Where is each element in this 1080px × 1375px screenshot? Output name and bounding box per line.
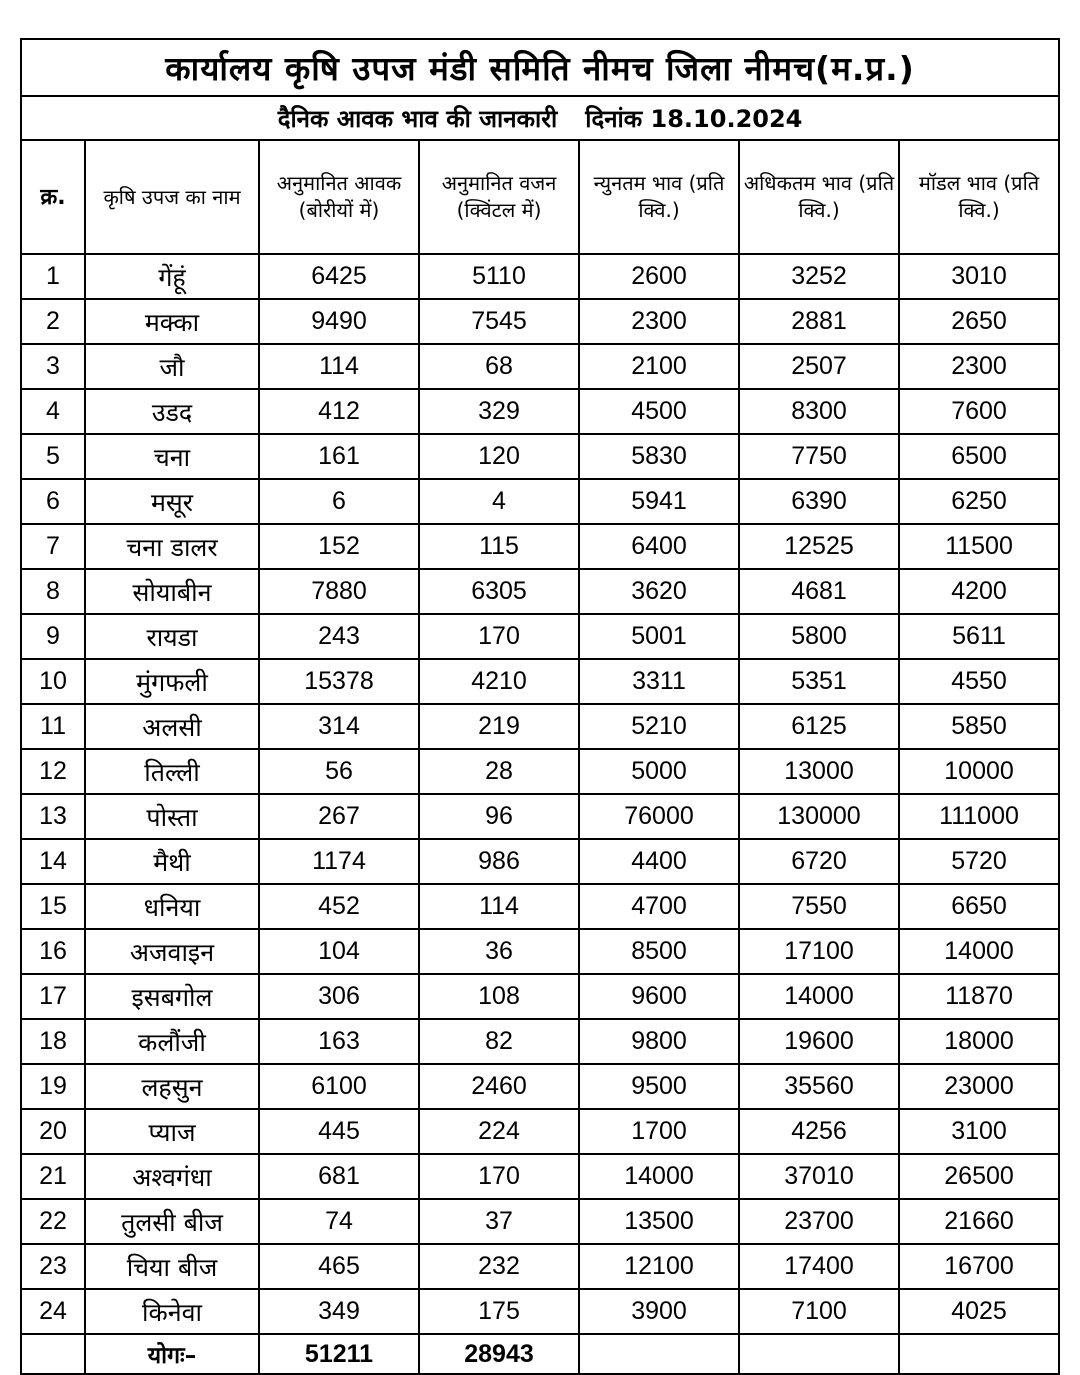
cell-sr: 16 (21, 929, 85, 974)
cell-weight: 120 (419, 434, 579, 479)
cell-weight: 986 (419, 839, 579, 884)
header-crop-name: कृषि उपज का नाम (85, 140, 259, 254)
cell-weight: 68 (419, 344, 579, 389)
cell-sr: 4 (21, 389, 85, 434)
cell-weight: 6305 (419, 569, 579, 614)
cell-modal-price: 16700 (899, 1244, 1059, 1289)
cell-crop-name: तिल्ली (85, 749, 259, 794)
cell-max-price: 7750 (739, 434, 899, 479)
table-row (21, 659, 1059, 704)
cell-min-price: 9600 (579, 974, 739, 1019)
table-row (21, 1199, 1059, 1244)
cell-max-price: 14000 (739, 974, 899, 1019)
office-title: कार्यालय कृषि उपज मंडी समिति नीमच जिला नीमच(म.प्र.) (21, 39, 1059, 96)
total-arrival: 51211 (259, 1334, 419, 1374)
mandi-rate-sheet (20, 38, 1060, 1375)
cell-arrival: 445 (259, 1109, 419, 1154)
table-row (21, 974, 1059, 1019)
table-row (21, 839, 1059, 884)
cell-max-price: 37010 (739, 1154, 899, 1199)
cell-crop-name: चना डालर (85, 524, 259, 569)
table-row (21, 884, 1059, 929)
cell-min-price: 3311 (579, 659, 739, 704)
cell-weight: 219 (419, 704, 579, 749)
cell-weight: 175 (419, 1289, 579, 1334)
table-row (21, 1244, 1059, 1289)
cell-crop-name: चिया बीज (85, 1244, 259, 1289)
cell-sr: 24 (21, 1289, 85, 1334)
cell-sr: 14 (21, 839, 85, 884)
cell-max-price: 4681 (739, 569, 899, 614)
cell-sr: 6 (21, 479, 85, 524)
cell-crop-name: अश्वगंधा (85, 1154, 259, 1199)
cell-crop-name: अजवाइन (85, 929, 259, 974)
table-row (21, 1064, 1059, 1109)
cell-modal-price: 14000 (899, 929, 1059, 974)
cell-arrival: 314 (259, 704, 419, 749)
cell-modal-price: 18000 (899, 1019, 1059, 1064)
table-row (21, 749, 1059, 794)
cell-crop-name: अलसी (85, 704, 259, 749)
cell-arrival: 9490 (259, 299, 419, 344)
cell-weight: 96 (419, 794, 579, 839)
total-empty-cell (21, 1334, 85, 1374)
report-subtitle (21, 96, 1059, 140)
cell-min-price: 5830 (579, 434, 739, 479)
cell-modal-price: 5850 (899, 704, 1059, 749)
cell-arrival: 56 (259, 749, 419, 794)
cell-min-price: 12100 (579, 1244, 739, 1289)
cell-min-price: 4700 (579, 884, 739, 929)
cell-weight: 108 (419, 974, 579, 1019)
cell-arrival: 349 (259, 1289, 419, 1334)
cell-arrival: 6100 (259, 1064, 419, 1109)
cell-arrival: 6425 (259, 254, 419, 299)
cell-sr: 19 (21, 1064, 85, 1109)
cell-max-price: 13000 (739, 749, 899, 794)
cell-max-price: 6390 (739, 479, 899, 524)
cell-max-price: 7100 (739, 1289, 899, 1334)
cell-min-price: 13500 (579, 1199, 739, 1244)
cell-max-price: 17100 (739, 929, 899, 974)
cell-modal-price: 21660 (899, 1199, 1059, 1244)
table-row (21, 704, 1059, 749)
header-modal-price: मॉडल भाव (प्रति क्वि.) (899, 140, 1059, 254)
total-row (21, 1334, 1059, 1374)
cell-sr: 8 (21, 569, 85, 614)
cell-modal-price: 6250 (899, 479, 1059, 524)
header-min-price: न्युनतम भाव (प्रति क्वि.) (579, 140, 739, 254)
cell-crop-name: जौ (85, 344, 259, 389)
cell-min-price: 14000 (579, 1154, 739, 1199)
cell-max-price: 35560 (739, 1064, 899, 1109)
cell-arrival: 152 (259, 524, 419, 569)
cell-weight: 4210 (419, 659, 579, 704)
rate-table (20, 38, 1060, 1375)
cell-sr: 2 (21, 299, 85, 344)
cell-max-price: 19600 (739, 1019, 899, 1064)
cell-arrival: 104 (259, 929, 419, 974)
cell-weight: 170 (419, 614, 579, 659)
cell-max-price: 8300 (739, 389, 899, 434)
total-weight: 28943 (419, 1334, 579, 1374)
cell-crop-name: गेंहूं (85, 254, 259, 299)
table-row (21, 344, 1059, 389)
cell-max-price: 12525 (739, 524, 899, 569)
cell-sr: 9 (21, 614, 85, 659)
cell-arrival: 163 (259, 1019, 419, 1064)
cell-max-price: 23700 (739, 1199, 899, 1244)
cell-max-price: 5800 (739, 614, 899, 659)
cell-modal-price: 3100 (899, 1109, 1059, 1154)
cell-max-price: 7550 (739, 884, 899, 929)
cell-crop-name: तुलसी बीज (85, 1199, 259, 1244)
cell-max-price: 5351 (739, 659, 899, 704)
total-empty-cell (579, 1334, 739, 1374)
cell-weight: 28 (419, 749, 579, 794)
cell-crop-name: चना (85, 434, 259, 479)
cell-modal-price: 2300 (899, 344, 1059, 389)
header-sr: क्र. (21, 140, 85, 254)
cell-arrival: 465 (259, 1244, 419, 1289)
cell-arrival: 243 (259, 614, 419, 659)
table-row (21, 1109, 1059, 1154)
cell-min-price: 9500 (579, 1064, 739, 1109)
cell-sr: 21 (21, 1154, 85, 1199)
cell-modal-price: 23000 (899, 1064, 1059, 1109)
cell-weight: 114 (419, 884, 579, 929)
cell-max-price: 3252 (739, 254, 899, 299)
table-row (21, 299, 1059, 344)
cell-min-price: 2100 (579, 344, 739, 389)
cell-sr: 23 (21, 1244, 85, 1289)
cell-sr: 18 (21, 1019, 85, 1064)
table-row (21, 524, 1059, 569)
cell-min-price: 5941 (579, 479, 739, 524)
cell-modal-price: 26500 (899, 1154, 1059, 1199)
cell-modal-price: 6650 (899, 884, 1059, 929)
cell-max-price: 17400 (739, 1244, 899, 1289)
cell-sr: 22 (21, 1199, 85, 1244)
cell-crop-name: पोस्ता (85, 794, 259, 839)
cell-min-price: 3620 (579, 569, 739, 614)
total-label: योगः– (85, 1334, 259, 1374)
cell-weight: 4 (419, 479, 579, 524)
cell-modal-price: 4200 (899, 569, 1059, 614)
cell-max-price: 2881 (739, 299, 899, 344)
header-max-price: अधिकतम भाव (प्रति क्वि.) (739, 140, 899, 254)
cell-modal-price: 5611 (899, 614, 1059, 659)
cell-arrival: 306 (259, 974, 419, 1019)
cell-modal-price: 4550 (899, 659, 1059, 704)
table-row (21, 389, 1059, 434)
cell-max-price: 4256 (739, 1109, 899, 1154)
cell-weight: 224 (419, 1109, 579, 1154)
cell-arrival: 412 (259, 389, 419, 434)
cell-sr: 15 (21, 884, 85, 929)
cell-weight: 7545 (419, 299, 579, 344)
table-row (21, 1019, 1059, 1064)
subtitle-text: दैनिक आवक भाव की जानकारी (277, 104, 558, 133)
cell-max-price: 6720 (739, 839, 899, 884)
cell-sr: 11 (21, 704, 85, 749)
cell-max-price: 2507 (739, 344, 899, 389)
cell-modal-price: 11500 (899, 524, 1059, 569)
cell-modal-price: 6500 (899, 434, 1059, 479)
cell-weight: 329 (419, 389, 579, 434)
cell-weight: 2460 (419, 1064, 579, 1109)
cell-crop-name: कलौंजी (85, 1019, 259, 1064)
cell-weight: 82 (419, 1019, 579, 1064)
cell-modal-price: 3010 (899, 254, 1059, 299)
cell-sr: 13 (21, 794, 85, 839)
cell-max-price: 130000 (739, 794, 899, 839)
cell-crop-name: मक्का (85, 299, 259, 344)
cell-crop-name: मैथी (85, 839, 259, 884)
cell-crop-name: इसबगोल (85, 974, 259, 1019)
cell-crop-name: मसूर (85, 479, 259, 524)
cell-crop-name: सोयाबीन (85, 569, 259, 614)
cell-modal-price: 10000 (899, 749, 1059, 794)
cell-crop-name: किनेवा (85, 1289, 259, 1334)
cell-arrival: 74 (259, 1199, 419, 1244)
cell-modal-price: 2650 (899, 299, 1059, 344)
cell-modal-price: 7600 (899, 389, 1059, 434)
cell-weight: 5110 (419, 254, 579, 299)
cell-sr: 1 (21, 254, 85, 299)
header-arrival: अनुमानित आवक (बोरीयों में) (259, 140, 419, 254)
total-empty-cell (899, 1334, 1059, 1374)
cell-min-price: 5210 (579, 704, 739, 749)
cell-crop-name: उडद (85, 389, 259, 434)
table-row (21, 614, 1059, 659)
cell-arrival: 7880 (259, 569, 419, 614)
cell-min-price: 2300 (579, 299, 739, 344)
cell-min-price: 1700 (579, 1109, 739, 1154)
cell-arrival: 15378 (259, 659, 419, 704)
header-weight: अनुमानित वजन (क्विंटल में) (419, 140, 579, 254)
table-row (21, 434, 1059, 479)
table-row (21, 1289, 1059, 1334)
cell-modal-price: 5720 (899, 839, 1059, 884)
table-row (21, 569, 1059, 614)
cell-min-price: 4400 (579, 839, 739, 884)
cell-min-price: 8500 (579, 929, 739, 974)
cell-sr: 10 (21, 659, 85, 704)
cell-arrival: 6 (259, 479, 419, 524)
cell-sr: 20 (21, 1109, 85, 1154)
cell-modal-price: 111000 (899, 794, 1059, 839)
cell-max-price: 6125 (739, 704, 899, 749)
table-row (21, 794, 1059, 839)
cell-min-price: 5001 (579, 614, 739, 659)
cell-sr: 17 (21, 974, 85, 1019)
cell-arrival: 114 (259, 344, 419, 389)
cell-min-price: 76000 (579, 794, 739, 839)
table-row (21, 254, 1059, 299)
cell-modal-price: 4025 (899, 1289, 1059, 1334)
cell-crop-name: रायडा (85, 614, 259, 659)
table-row (21, 1154, 1059, 1199)
report-date: दिनांक 18.10.2024 (585, 104, 803, 133)
cell-sr: 3 (21, 344, 85, 389)
cell-sr: 7 (21, 524, 85, 569)
cell-crop-name: लहसुन (85, 1064, 259, 1109)
table-row (21, 929, 1059, 974)
cell-modal-price: 11870 (899, 974, 1059, 1019)
cell-arrival: 161 (259, 434, 419, 479)
cell-arrival: 267 (259, 794, 419, 839)
cell-weight: 115 (419, 524, 579, 569)
cell-arrival: 1174 (259, 839, 419, 884)
cell-crop-name: धनिया (85, 884, 259, 929)
cell-min-price: 5000 (579, 749, 739, 794)
cell-sr: 12 (21, 749, 85, 794)
cell-min-price: 9800 (579, 1019, 739, 1064)
total-empty-cell (739, 1334, 899, 1374)
cell-min-price: 2600 (579, 254, 739, 299)
cell-weight: 37 (419, 1199, 579, 1244)
table-row (21, 479, 1059, 524)
cell-min-price: 4500 (579, 389, 739, 434)
cell-weight: 36 (419, 929, 579, 974)
cell-min-price: 6400 (579, 524, 739, 569)
cell-weight: 170 (419, 1154, 579, 1199)
cell-sr: 5 (21, 434, 85, 479)
cell-crop-name: मुंगफली (85, 659, 259, 704)
cell-crop-name: प्याज (85, 1109, 259, 1154)
cell-weight: 232 (419, 1244, 579, 1289)
cell-arrival: 681 (259, 1154, 419, 1199)
cell-arrival: 452 (259, 884, 419, 929)
cell-min-price: 3900 (579, 1289, 739, 1334)
